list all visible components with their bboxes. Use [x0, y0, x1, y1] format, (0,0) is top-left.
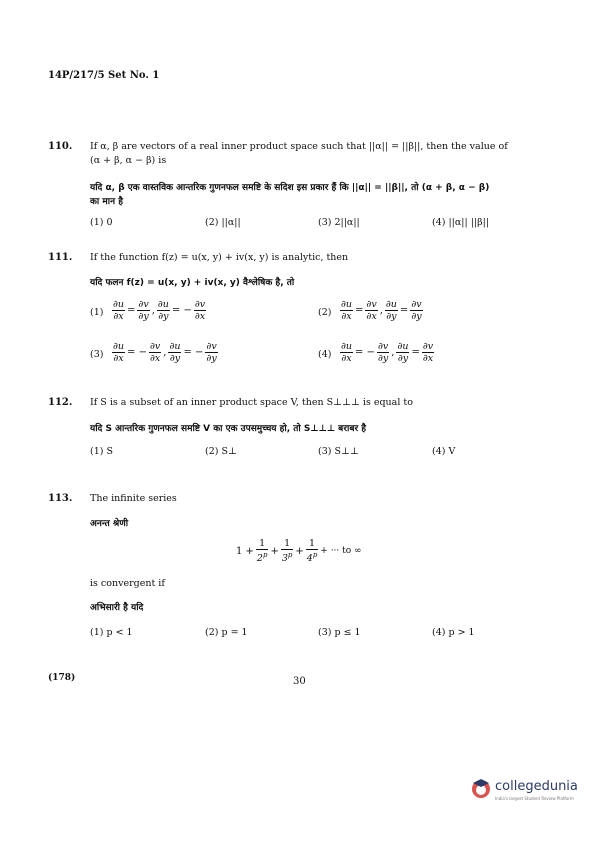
- question-111-text: If the function f(z) = u(x, y) + iv(x, y) is analytic, then: [90, 252, 349, 263]
- question-111-option-4-equation: $\frac{\partial u}{\partial x}$ = − $\frac{\partial v}{\partial y}$ , $\frac{\partial u}{\partial y}$ = $\frac{\partial v}{\partial x}$: [341, 341, 434, 364]
- question-111-option-3-label[interactable]: (3): [90, 349, 104, 360]
- question-112-text: If S is a subset of an inner product space V, then S⊥⊥⊥ is equal to: [90, 397, 413, 408]
- question-112-option-3[interactable]: (3) S⊥⊥: [318, 446, 359, 457]
- question-113-hindi-after: अभिसारी है यदि: [90, 603, 144, 613]
- question-112-option-1[interactable]: (1) S: [90, 446, 113, 457]
- question-110-option-2[interactable]: (2) ||α||: [205, 217, 241, 228]
- question-113-hindi: अनन्त श्रेणी: [90, 519, 129, 529]
- logo-tagline: India's largest Student Review Platform: [495, 796, 574, 801]
- question-113-option-3[interactable]: (3) p ≤ 1: [318, 627, 361, 638]
- question-111-hindi: यदि फलन f(z) = u(x, y) + iv(x, y) वैश्लेषिक है, तो: [90, 278, 295, 288]
- question-110-number: 110.: [48, 141, 73, 152]
- series-tail: + ··· to ∞: [320, 546, 362, 557]
- question-112-hindi: यदि S आन्तरिक गुणनफल समष्टि V का एक उपसमुच्चय हो, तो S⊥⊥⊥ बराबर है: [90, 424, 367, 434]
- series-expression: 1 + $\frac{1}{2^p}$ + $\frac{1}{3^p}$ + $\frac{1}{4^p}$ + ··· to ∞: [236, 538, 362, 565]
- question-112-number: 112.: [48, 397, 73, 408]
- footer-code: (178): [48, 673, 76, 683]
- question-113-option-1[interactable]: (1) p < 1: [90, 627, 133, 638]
- logo-brand: collegedunia: [495, 779, 578, 794]
- question-111-option-4-label[interactable]: (4): [318, 349, 332, 360]
- page-number: 30: [293, 676, 306, 687]
- question-110-option-4[interactable]: (4) ||α|| ||β||: [432, 217, 490, 228]
- question-113-option-4[interactable]: (4) p > 1: [432, 627, 475, 638]
- question-113-number: 113.: [48, 493, 73, 504]
- question-111-option-2-label[interactable]: (2): [318, 307, 332, 318]
- question-110-hindi: यदि α, β एक वास्तविक आन्तरिक गुणनफल समष्टि के सदिश इस प्रकार हैं कि ||α|| = ||β||, तो (α + β, α − β): [90, 183, 490, 193]
- graduate-icon: [470, 777, 492, 799]
- question-113-text-after: is convergent if: [90, 578, 165, 589]
- question-113-option-2[interactable]: (2) p = 1: [205, 627, 248, 638]
- collegedunia-logo[interactable]: [470, 775, 590, 815]
- question-111-option-1-equation: $\frac{\partial u}{\partial x}$ = $\frac{\partial v}{\partial y}$ , $\frac{\partial u}{\partial y}$ = − $\frac{\partial v}{\partial x}$: [113, 299, 206, 322]
- question-110-option-3[interactable]: (3) 2||α||: [318, 217, 360, 228]
- question-110-text: If α, β are vectors of a real inner product space such that ||α|| = ||β||, then the value of: [90, 141, 508, 152]
- set-label: 14P/217/5 Set No. 1: [48, 70, 160, 81]
- question-111-option-2-equation: $\frac{\partial u}{\partial x}$ = $\frac{\partial v}{\partial x}$ , $\frac{\partial u}{\partial y}$ = $\frac{\partial v}{\partial y}$: [341, 299, 422, 322]
- question-110-hindi-2: का मान है: [90, 197, 123, 207]
- question-113-text: The infinite series: [90, 493, 177, 504]
- question-110-option-1[interactable]: (1) 0: [90, 217, 113, 228]
- question-112-option-2[interactable]: (2) S⊥: [205, 446, 237, 457]
- question-110-text-2: (α + β, α − β) is: [90, 155, 167, 166]
- question-112-option-4[interactable]: (4) V: [432, 446, 456, 457]
- question-111-option-1-label[interactable]: (1): [90, 307, 104, 318]
- question-111-number: 111.: [48, 252, 73, 263]
- question-111-option-3-equation: $\frac{\partial u}{\partial x}$ = − $\frac{\partial v}{\partial x}$ , $\frac{\partial u}{\partial y}$ = − $\frac{\partial v}{\partial y}$: [113, 341, 217, 364]
